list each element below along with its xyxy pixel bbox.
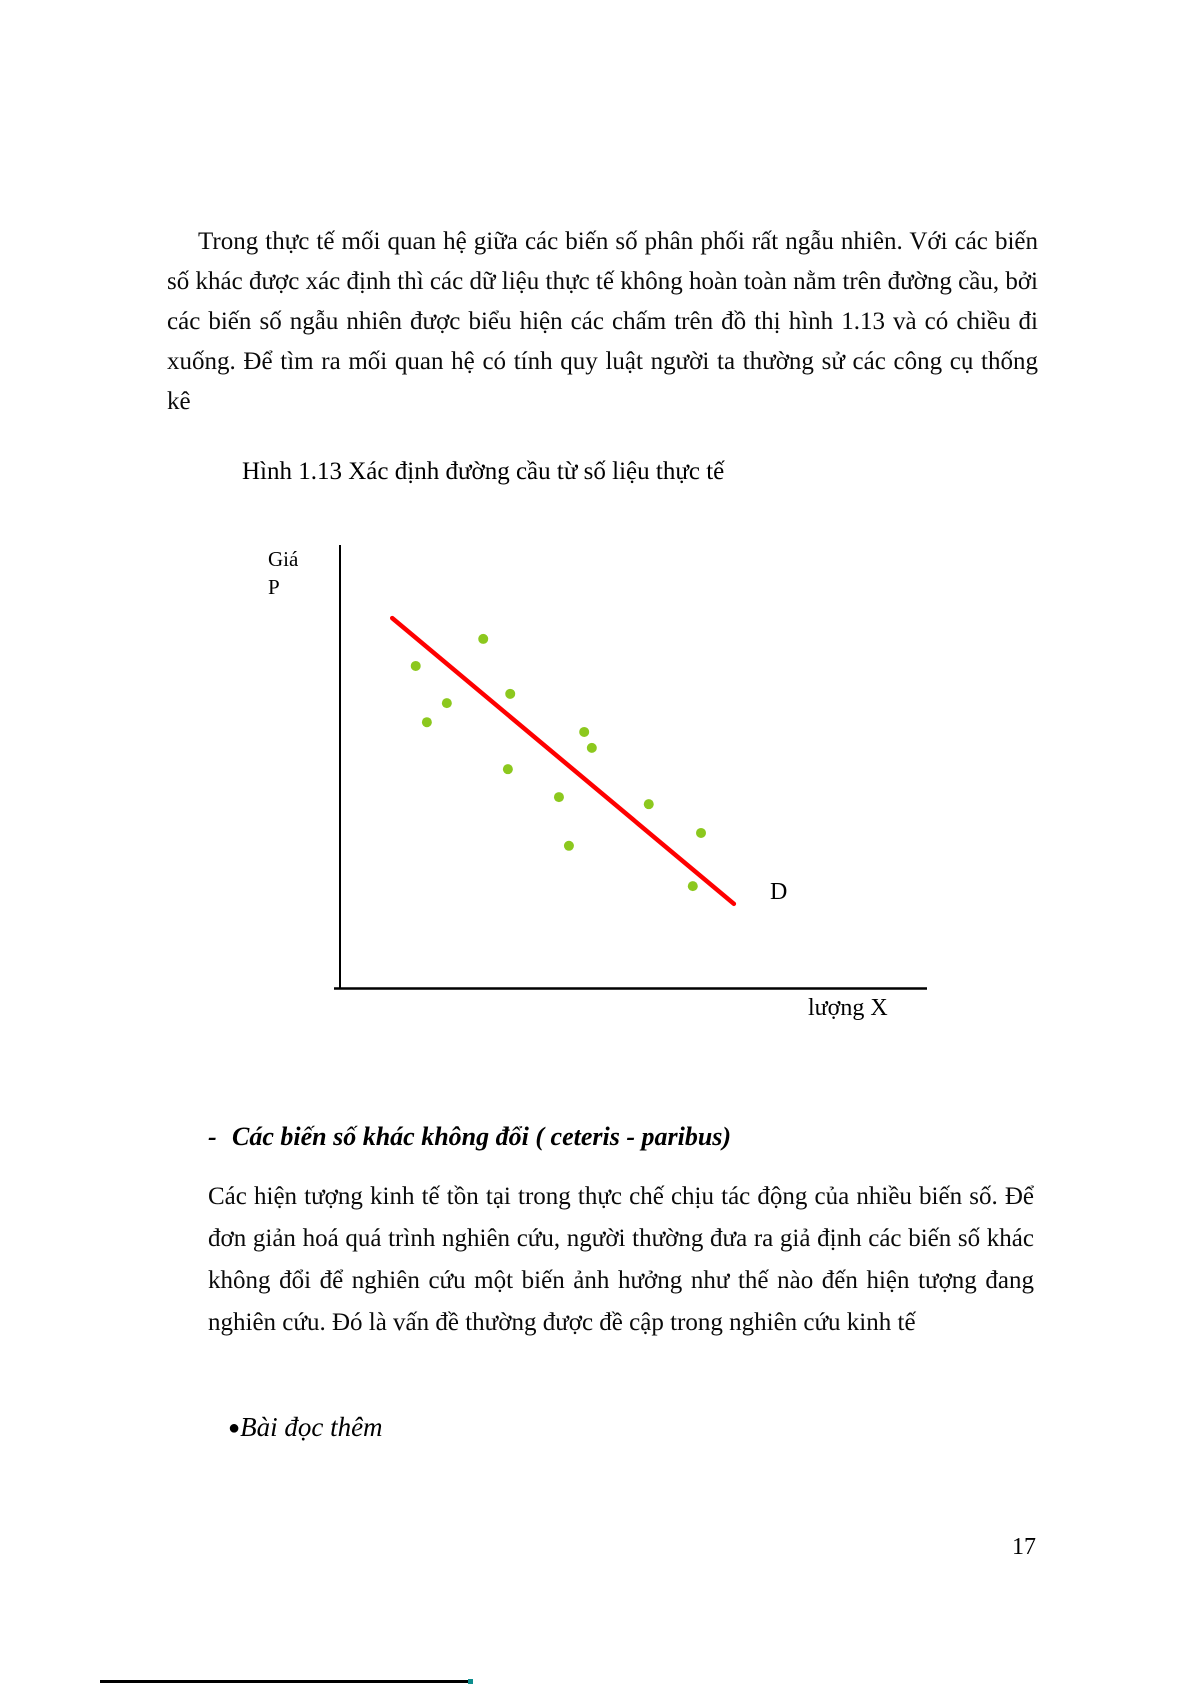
demand-line: [392, 618, 734, 904]
data-point: [587, 743, 597, 753]
data-point: [696, 828, 706, 838]
bullet-icon: ●: [228, 1417, 241, 1439]
bottom-rule: [100, 1680, 468, 1683]
data-point: [579, 727, 589, 737]
paragraph-intro: Trong thực tế mối quan hệ giữa các biến số phân phối rất ngẫu nhiên. Với các biến số khác được xác định thì các dữ liệu thực tế không hoàn toàn nằm trên đường cầu, bởi các biến số ngẫu nhiên được biểu hiện các chấm trên đồ thị hình 1.13 và có chiều đi xuống. Để tìm ra mối quan hệ có tính quy luật người ta thường sử các công cụ thống kê: [167, 228, 1038, 415]
figure-1-13: [250, 505, 950, 1065]
data-point: [503, 764, 513, 774]
reading-label: Bài đọc thêm: [240, 1412, 383, 1442]
section-heading-text: Các biến số khác không đổi ( ceteris - paribus): [232, 1122, 732, 1151]
y-axis-label-gia: Giá: [268, 547, 299, 571]
paragraph-ceteris-paribus: Các hiện tượng kinh tế tồn tại trong thực chế chịu tác động của nhiều biến số. Để đơn giản hoá quá trình nghiên cứu, người thường đưa ra giả định các biến số khác không đổi để nghiên cứu một biến ảnh hưởng như thế nào đến hiện tượng đang nghiên cứu. Đó là vấn đề thường được đề cập trong nghiên cứu kinh tế: [208, 1183, 1034, 1336]
data-point: [688, 881, 698, 891]
scan-artifact-mark: [468, 1679, 473, 1684]
x-axis-label: lượng X: [808, 995, 888, 1021]
data-point: [422, 717, 432, 727]
section-heading: [208, 1122, 731, 1152]
page-number: 17: [1012, 1534, 1036, 1560]
figure-plot: [250, 505, 950, 1065]
y-axis-label-p: P: [268, 575, 280, 599]
data-point: [442, 698, 452, 708]
demand-curve-label: D: [770, 879, 788, 905]
reading-note: [228, 1412, 383, 1443]
data-point: [478, 634, 488, 644]
section-heading-dash: -: [208, 1122, 217, 1151]
data-point: [564, 841, 574, 851]
data-point: [411, 661, 421, 671]
data-point: [505, 689, 515, 699]
data-point: [644, 799, 654, 809]
data-point: [554, 792, 564, 802]
figure-caption: Hình 1.13 Xác định đường cầu từ số liệu thực tế: [242, 458, 725, 485]
